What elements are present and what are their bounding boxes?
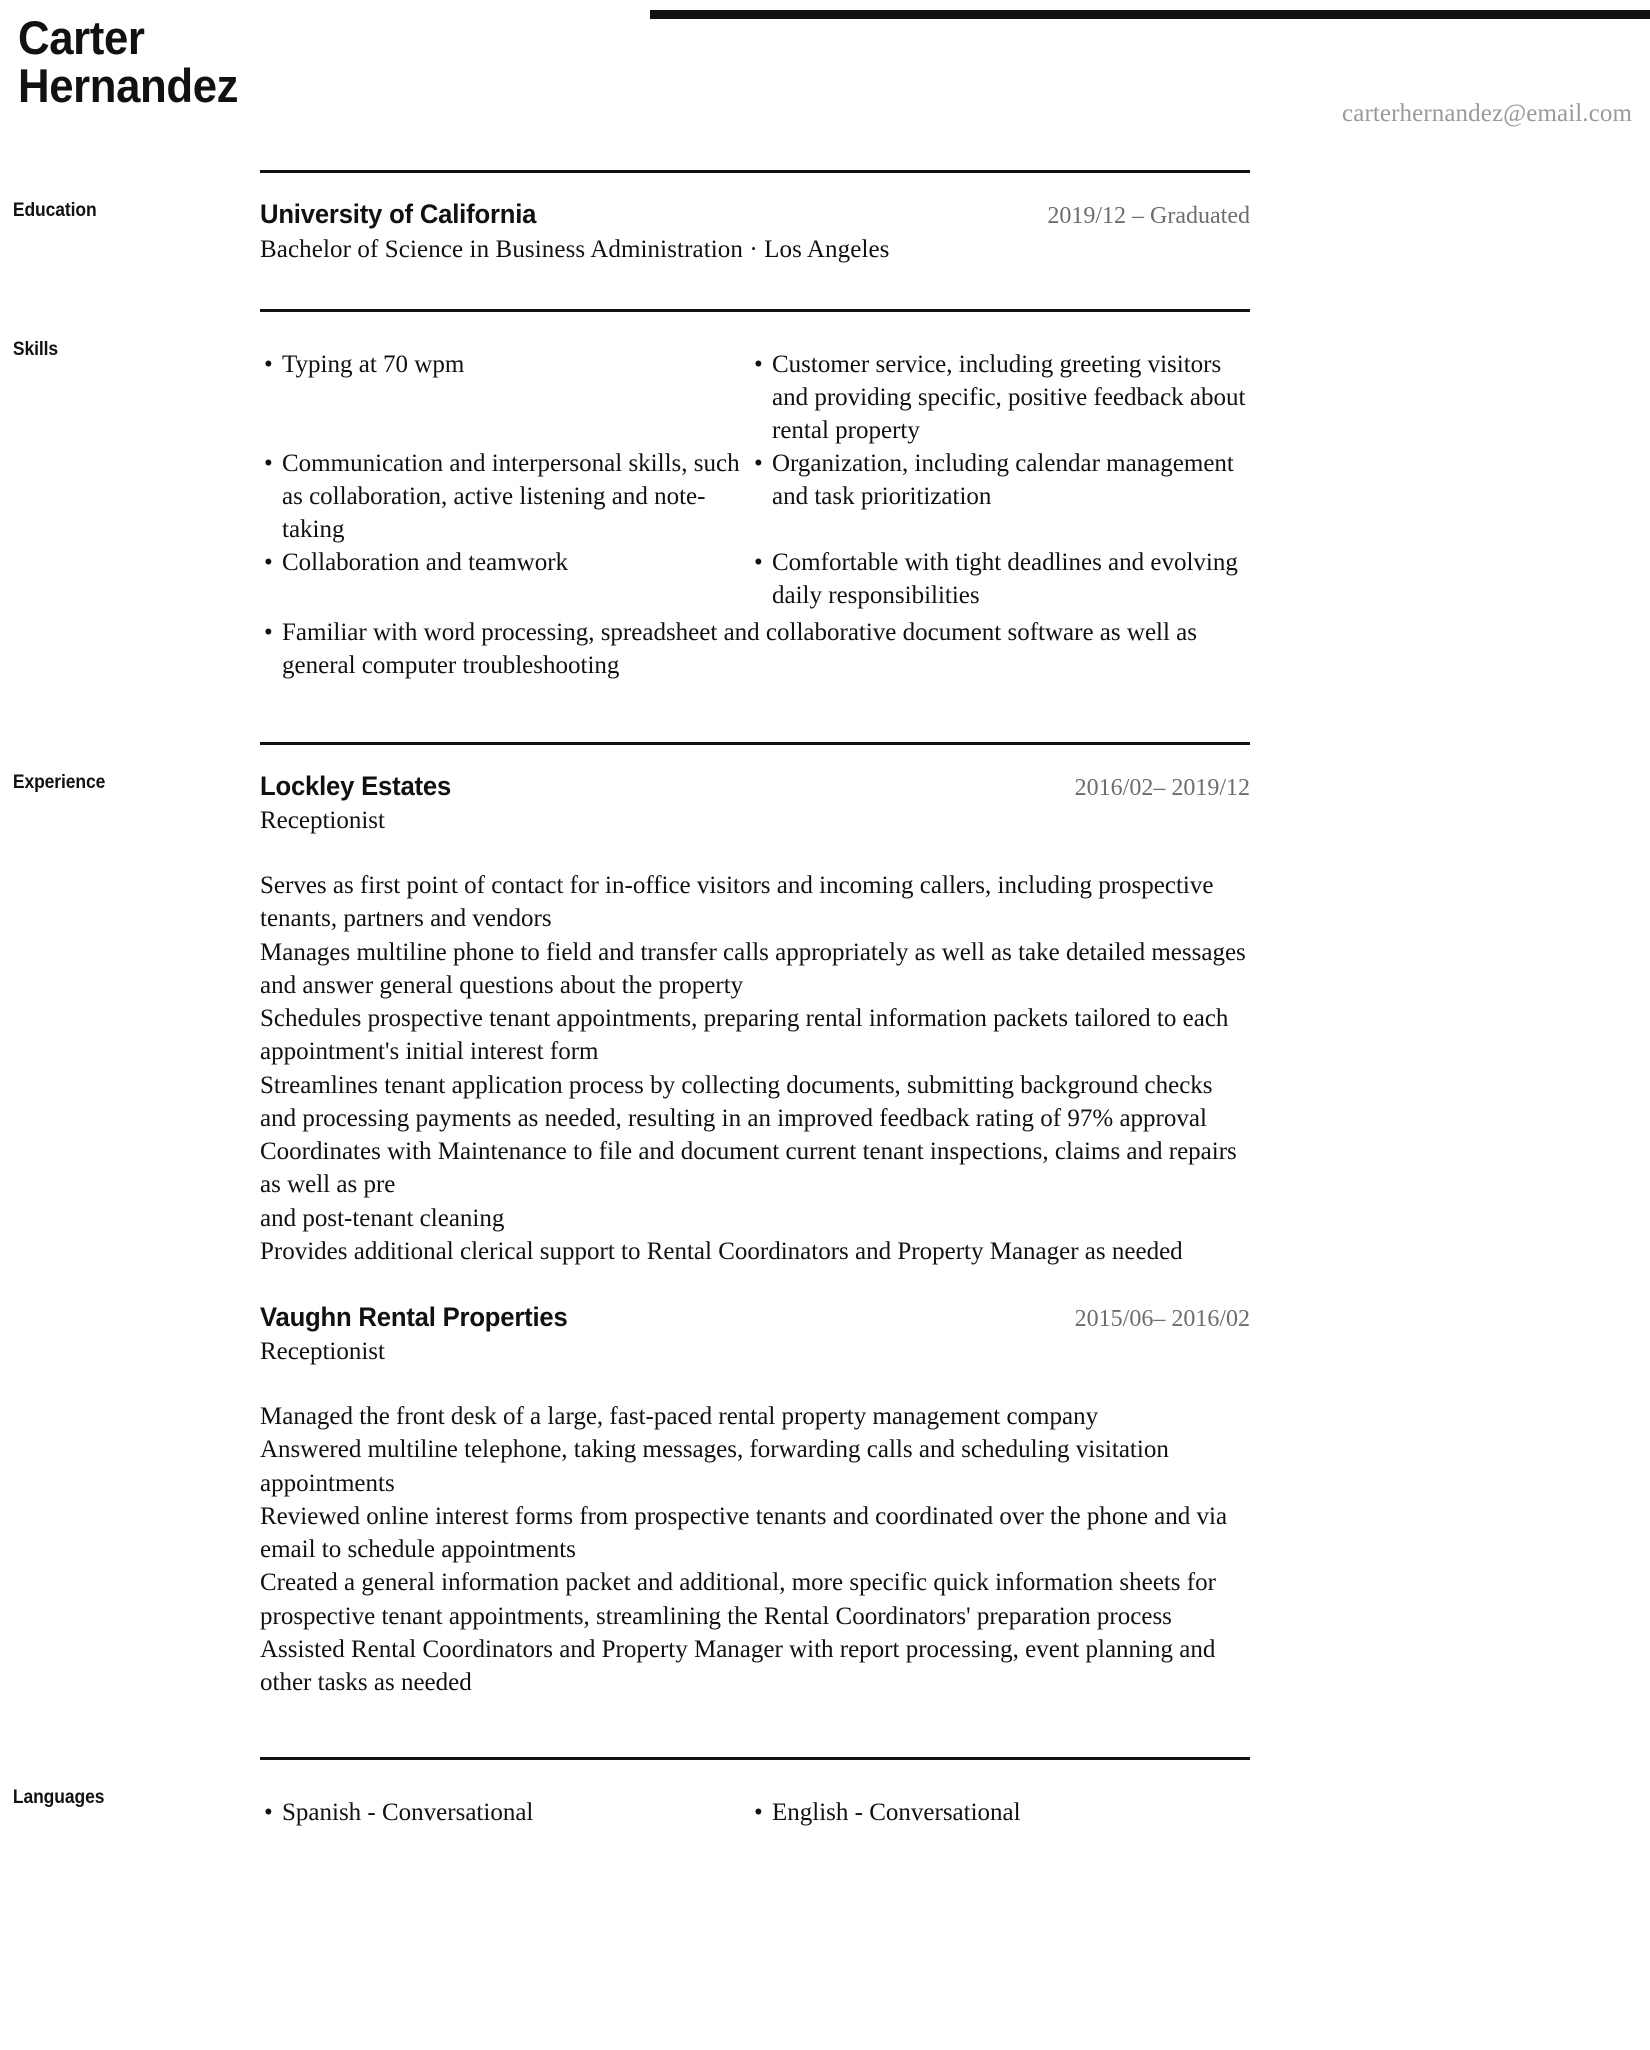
description-line: Provides additional clerical support to Rental Coordinators and Property Manager as needed — [260, 1237, 1183, 1265]
description-line: Serves as first point of contact for in-office visitors and incoming callers, including prospective tenants, partners and vendors — [260, 872, 1214, 933]
education-institution: University of California — [260, 199, 537, 229]
experience-entry-head — [260, 1302, 1250, 1333]
skill-cell — [750, 546, 1250, 616]
skill-cell — [260, 348, 750, 447]
education-degree: Bachelor of Science in Business Administration · Los Angeles — [260, 236, 890, 263]
section-education — [0, 170, 1650, 264]
description-line: and post-tenant cleaning — [260, 1204, 505, 1232]
header-rule — [650, 10, 1650, 19]
description-line: Manages multiline phone to field and transfer calls appropriately as well as take detailed messages and answer general questions about the property — [260, 938, 1246, 999]
section-label-experience: Experience — [12, 772, 106, 793]
list-item — [750, 447, 1250, 517]
contact-email: carterhernandez@email.com — [1342, 100, 1632, 127]
list-item — [750, 348, 1250, 447]
description-line: Reviewed online interest forms from prospective tenants and coordinated over the phone and via email to schedule appointments — [260, 1502, 1228, 1563]
section-experience — [0, 742, 1650, 1699]
description-line: Streamlines tenant application process by collecting documents, submitting background checks and processing payments as needed, resulting in an improved feedback rating of 97% approval — [260, 1071, 1213, 1132]
list-item — [260, 616, 1250, 682]
divider-experience — [260, 742, 1250, 745]
skill-cell — [750, 447, 1250, 546]
skill-text: Comfortable with tight deadlines and evolving daily responsibilities — [772, 549, 1238, 609]
list-item — [260, 546, 750, 616]
last-name: Hernandez — [18, 58, 239, 112]
education-daterange: 2019/12 – Graduated — [1047, 203, 1250, 229]
skill-cell — [260, 546, 750, 616]
skills-list-wide — [260, 616, 1250, 682]
divider-languages — [260, 1757, 1250, 1760]
language-text: English - Conversational — [772, 1799, 1021, 1827]
description-line: Coordinates with Maintenance to file and document current tenant inspections, claims and repairs as well as pre — [260, 1138, 1237, 1199]
bullet-icon: • — [264, 450, 273, 477]
description-line: Created a general information packet and additional, more specific quick information sheets for prospective tenant appointments, streamlining the Rental Coordinators' preparation process — [260, 1569, 1216, 1630]
skill-text: Communication and interpersonal skills, such as collaboration, active listening and note-taking — [282, 450, 740, 543]
section-body-education — [260, 170, 1650, 264]
experience-role: Receptionist — [260, 807, 385, 834]
section-label-languages: Languages — [12, 1787, 105, 1809]
section-body-languages — [260, 1757, 1650, 1829]
bullet-icon: • — [754, 450, 763, 477]
description-line: Schedules prospective tenant appointments, preparing rental information packets tailored to each appointment's initial interest form — [260, 1005, 1229, 1066]
bullet-icon: • — [264, 1799, 273, 1827]
section-body-skills — [260, 309, 1650, 682]
resume-header — [0, 0, 1650, 170]
bullet-icon: • — [754, 351, 763, 378]
skill-text: Typing at 70 wpm — [282, 351, 465, 378]
experience-description — [260, 869, 1250, 1268]
first-name: Carter — [18, 11, 145, 64]
bullet-icon: • — [264, 549, 273, 576]
section-label-skills: Skills — [12, 339, 59, 360]
section-languages — [0, 1757, 1650, 1829]
education-entry — [260, 199, 1250, 264]
list-item — [750, 1796, 1250, 1829]
skill-text: Organization, including calendar management and task prioritization — [772, 450, 1234, 510]
skill-text: Collaboration and teamwork — [282, 549, 569, 576]
experience-company: Vaughn Rental Properties — [260, 1302, 568, 1332]
experience-role: Receptionist — [260, 1338, 385, 1365]
experience-daterange: 2015/06– 2016/02 — [1074, 1306, 1250, 1332]
candidate-name — [18, 11, 502, 112]
description-line: Answered multiline telephone, taking messages, forwarding calls and scheduling visitation appointments — [260, 1436, 1169, 1497]
experience-company: Lockley Estates — [260, 771, 452, 801]
list-item — [750, 546, 1250, 616]
experience-entry — [260, 1302, 1250, 1699]
skill-cell — [260, 447, 750, 546]
skill-cell — [750, 348, 1250, 447]
section-skills — [0, 309, 1650, 682]
education-entry-head — [260, 199, 1250, 230]
divider-education — [260, 170, 1250, 173]
section-label-education: Education — [12, 200, 97, 221]
skills-list — [260, 348, 1250, 616]
experience-entry — [260, 771, 1250, 1268]
list-item — [260, 1796, 750, 1829]
experience-entry-head — [260, 771, 1250, 802]
bullet-icon: • — [754, 549, 763, 576]
skill-text: Familiar with word processing, spreadsheet and collaborative document software as well as general computer troubleshooting — [282, 619, 1198, 679]
section-body-experience — [260, 742, 1650, 1699]
bullet-icon: • — [754, 1799, 763, 1827]
skill-text: Customer service, including greeting visitors and providing specific, positive feedback about rental property — [772, 351, 1246, 444]
experience-daterange: 2016/02– 2019/12 — [1074, 775, 1250, 801]
list-item — [260, 447, 750, 546]
list-item — [260, 348, 750, 440]
description-line: Assisted Rental Coordinators and Property Manager with report processing, event planning and other tasks as needed — [260, 1635, 1216, 1696]
divider-skills — [260, 309, 1250, 312]
bullet-icon: • — [264, 351, 273, 378]
languages-list — [260, 1796, 1250, 1829]
language-text: Spanish - Conversational — [282, 1799, 534, 1827]
experience-description — [260, 1400, 1250, 1699]
description-line: Managed the front desk of a large, fast-paced rental property management company — [260, 1403, 1099, 1430]
bullet-icon: • — [264, 619, 273, 646]
